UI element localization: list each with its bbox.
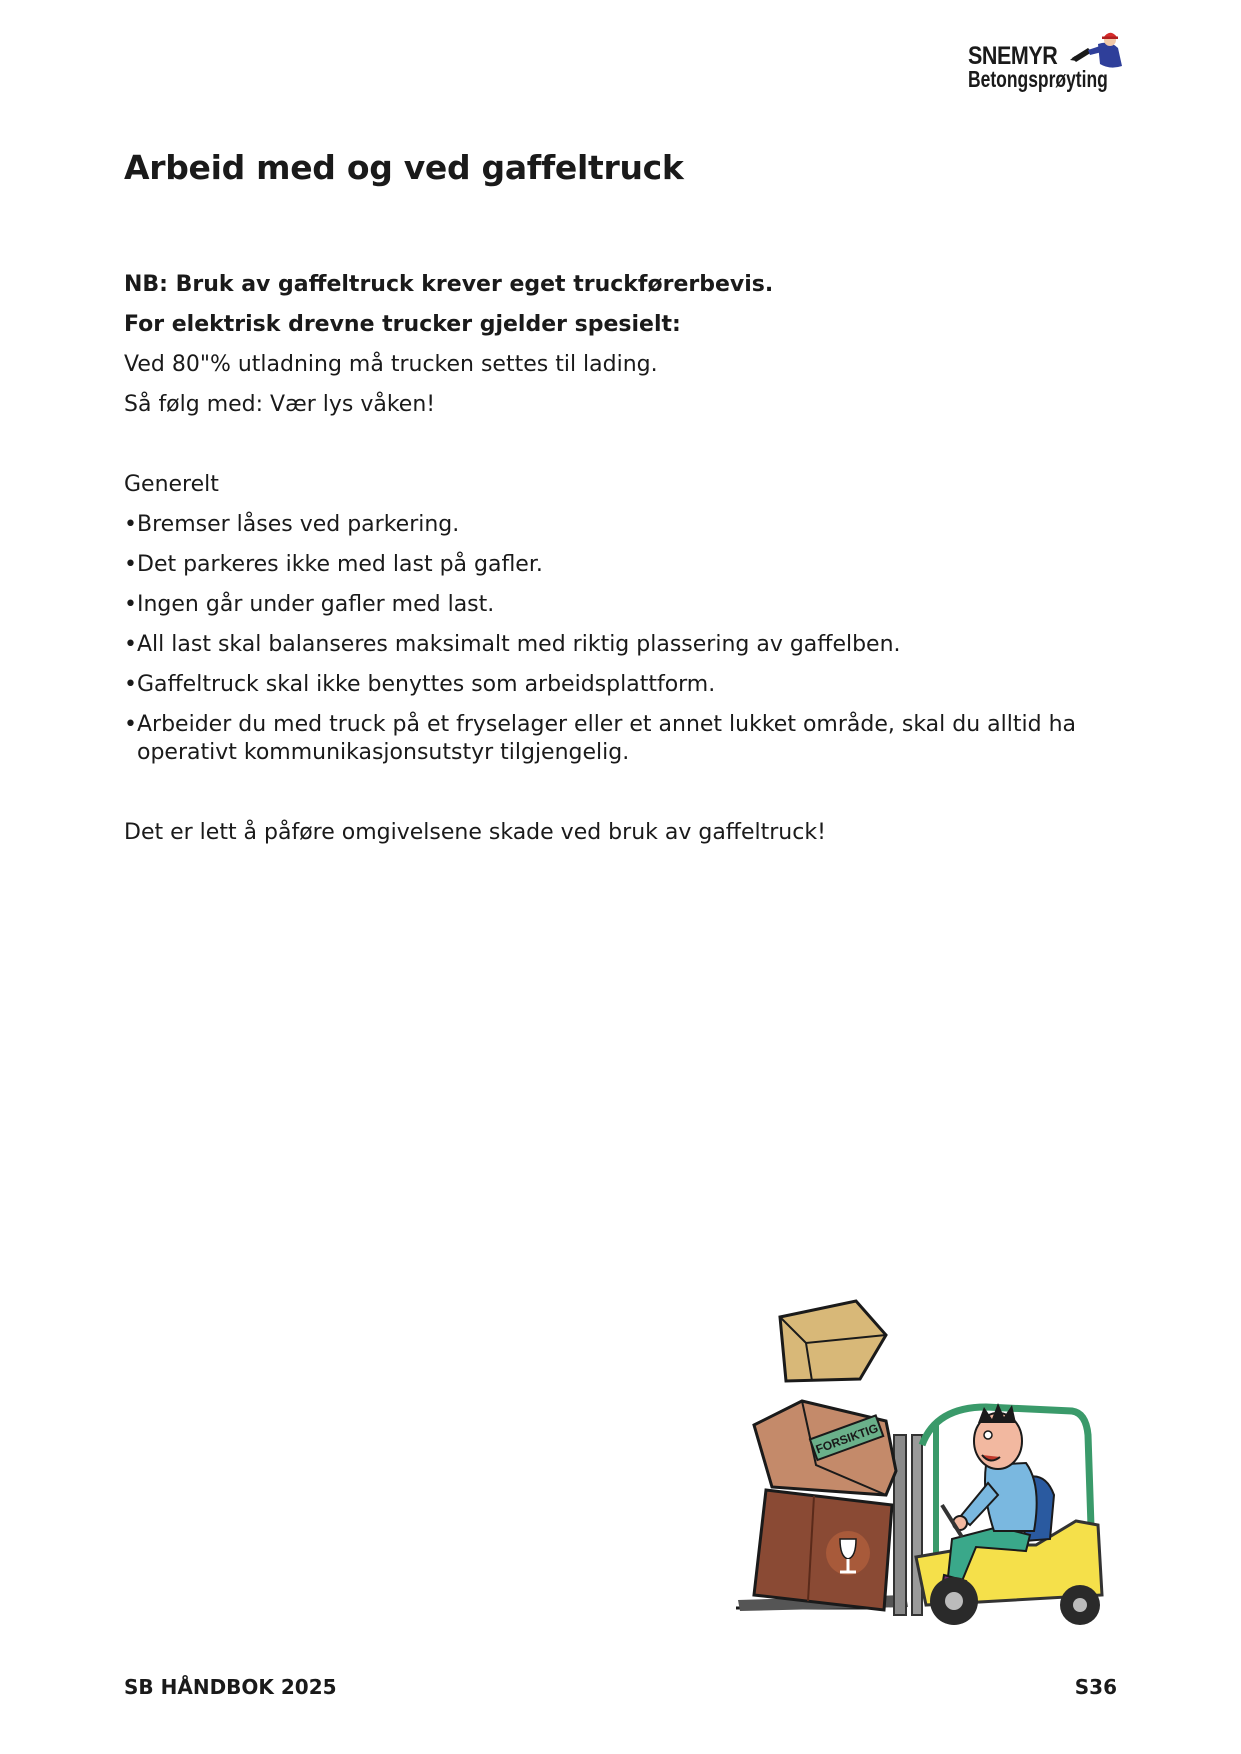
- list-item: [124, 625, 1084, 665]
- list-item-text: Ingen går under gafler med last.: [137, 592, 495, 617]
- page-title: Arbeid med og ved gaffeltruck: [124, 148, 684, 187]
- bullet-mark: •: [124, 552, 137, 577]
- forklift-overloaded-icon: [736, 1295, 1116, 1645]
- list-item-text: Bremser låses ved parkering.: [137, 512, 460, 537]
- list-item: [124, 505, 1084, 545]
- list-item: [124, 585, 1084, 625]
- list-item: [124, 705, 1084, 773]
- list-item: [124, 545, 1084, 585]
- list-item: [124, 665, 1084, 705]
- spacer: [124, 425, 1084, 465]
- charging-rule: Ved 80"% utladning må trucken settes til lading.: [124, 352, 658, 377]
- footer-page-number: S36: [1074, 1675, 1117, 1699]
- bullet-mark: •: [124, 512, 137, 537]
- document-body: [124, 265, 1084, 853]
- fragile-label-text: FORSIKTIG: [813, 1420, 881, 1457]
- general-heading: Generelt: [124, 472, 219, 497]
- spacer: [124, 773, 1084, 813]
- bullet-mark: •: [124, 632, 137, 657]
- logo-subtitle: Betongsprøyting: [968, 66, 1108, 92]
- license-notice: NB: Bruk av gaffeltruck krever eget truckførerbevis.: [124, 272, 774, 297]
- bullet-mark: •: [124, 712, 137, 737]
- list-item-text: Arbeider du med truck på et fryselager eller et annet lukket område, skal du alltid ha operativt kommunikasjonsutstyr tilgjengelig.: [137, 712, 1076, 765]
- list-item-text: All last skal balanseres maksimalt med riktig plassering av gaffelben.: [137, 632, 901, 657]
- list-item-text: Det parkeres ikke med last på gafler.: [137, 552, 543, 577]
- alert-reminder: Så følg med: Vær lys våken!: [124, 392, 436, 417]
- bullet-mark: •: [124, 672, 137, 697]
- company-logo: [968, 28, 1128, 98]
- worker-spraying-icon: [1070, 28, 1128, 74]
- logo-name: SNEMYR: [968, 42, 1058, 70]
- list-item-text: Gaffeltruck skal ikke benyttes som arbeidsplattform.: [137, 672, 716, 697]
- closing-warning: Det er lett å påføre omgivelsene skade ved bruk av gaffeltruck!: [124, 820, 826, 845]
- electric-truck-heading: For elektrisk drevne trucker gjelder spesielt:: [124, 312, 681, 337]
- general-rules-list: [124, 505, 1084, 773]
- bullet-mark: •: [124, 592, 137, 617]
- footer-document-name: SB HÅNDBOK 2025: [124, 1675, 337, 1699]
